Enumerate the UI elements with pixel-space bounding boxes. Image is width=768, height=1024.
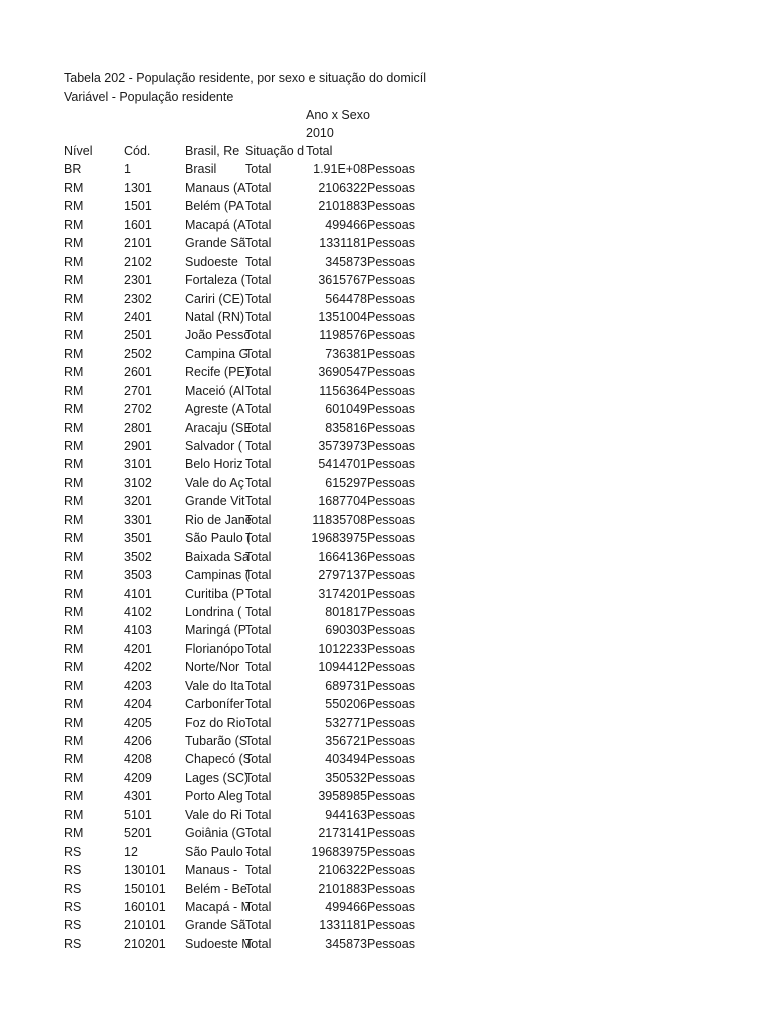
cell-total-value: 2101883 <box>318 199 367 214</box>
cell-total-value: 1198576 <box>319 328 367 343</box>
cell-unit: Pessoas <box>367 641 415 656</box>
cell-total-value: 1351004 <box>318 309 367 324</box>
cell-situacao: Total <box>245 936 272 951</box>
cell-unit: Pessoas <box>367 899 415 914</box>
cell-situacao: Total <box>245 254 272 269</box>
cell-nivel: RM <box>64 494 84 509</box>
cell-nome: Belém - Be <box>185 881 247 896</box>
cell-nome: Sudoeste M <box>185 936 252 951</box>
col-header-cod: Cód. <box>124 144 151 158</box>
cell-total-value: 1.91E+08 <box>313 162 367 177</box>
cell-total-value: 403494 <box>325 752 367 767</box>
cell-unit: Pessoas <box>367 715 415 730</box>
cell-nome: Recife (PE) <box>185 365 249 380</box>
cell-total-value: 345873 <box>325 936 367 951</box>
cell-nivel: RS <box>64 918 82 933</box>
cell-nome: São Paulo ( <box>185 531 251 546</box>
cell-unit: Pessoas <box>367 734 415 748</box>
cell-cod: 4202 <box>124 660 152 675</box>
cell-total-value: 3615767 <box>318 273 367 288</box>
cell-unit: Pessoas <box>367 162 415 177</box>
cell-cod: 2502 <box>124 346 152 361</box>
ano-sexo-header: Ano x Sexo <box>306 108 370 122</box>
cell-nivel: RM <box>64 457 84 472</box>
cell-cod: 210101 <box>124 918 166 933</box>
cell-total-value: 11835708 <box>312 512 367 527</box>
cell-nivel: RM <box>64 826 84 841</box>
cell-situacao: Total <box>245 475 272 490</box>
year-header: 2010 <box>306 126 334 140</box>
cell-situacao: Total <box>245 918 272 933</box>
cell-nivel: RM <box>64 291 84 306</box>
cell-nivel: RS <box>64 844 82 859</box>
cell-nivel: RM <box>64 439 84 453</box>
cell-cod: 2101 <box>124 236 152 251</box>
cell-cod: 2301 <box>124 273 152 288</box>
cell-unit: Pessoas <box>367 457 415 472</box>
cell-nome: Porto Aleg <box>185 789 243 804</box>
cell-nome: São Paulo - <box>185 844 251 859</box>
cell-nivel: RM <box>64 678 84 693</box>
cell-cod: 4103 <box>124 623 152 638</box>
cell-total-value: 1094412 <box>318 660 367 675</box>
cell-nivel: RM <box>64 199 84 214</box>
cell-unit: Pessoas <box>367 752 415 767</box>
cell-unit: Pessoas <box>367 678 415 693</box>
cell-cod: 1 <box>124 162 131 177</box>
cell-nome: Campina G <box>185 346 249 361</box>
cell-nome: Belém (PA <box>185 199 244 214</box>
cell-unit: Pessoas <box>367 420 415 435</box>
table-title: Tabela 202 - População residente, por sexo e situação do domicíl <box>64 71 427 85</box>
cell-situacao: Total <box>245 623 272 638</box>
cell-nivel: RS <box>64 863 82 878</box>
cell-unit: Pessoas <box>367 586 415 601</box>
cell-unit: Pessoas <box>367 291 415 306</box>
cell-total-value: 615297 <box>325 475 367 490</box>
cell-total-value: 356721 <box>325 734 367 748</box>
col-header-nivel: Nível <box>64 144 93 158</box>
cell-situacao: Total <box>245 199 272 214</box>
cell-situacao: Total <box>245 844 272 859</box>
cell-total-value: 2173141 <box>318 826 367 841</box>
cell-cod: 12 <box>124 844 138 859</box>
cell-unit: Pessoas <box>367 604 415 619</box>
cell-situacao: Total <box>245 752 272 767</box>
cell-total-value: 1331181 <box>319 236 367 251</box>
cell-cod: 2501 <box>124 328 152 343</box>
cell-total-value: 1012233 <box>318 641 367 656</box>
cell-cod: 160101 <box>124 899 166 914</box>
cell-total-value: 736381 <box>325 346 367 361</box>
cell-nivel: RM <box>64 420 84 435</box>
cell-total-value: 5414701 <box>318 457 367 472</box>
cell-situacao: Total <box>245 402 272 417</box>
cell-situacao: Total <box>245 586 272 601</box>
cell-total-value: 19683975 <box>311 844 367 859</box>
cell-situacao: Total <box>245 881 272 896</box>
cell-cod: 1301 <box>124 180 152 195</box>
cell-cod: 2401 <box>124 309 152 324</box>
cell-situacao: Total <box>245 734 272 748</box>
cell-cod: 5101 <box>124 807 152 822</box>
cell-situacao: Total <box>245 291 272 306</box>
cell-nome: Vale do Aç <box>185 475 244 490</box>
cell-nivel: RM <box>64 586 84 601</box>
cell-nome: Natal (RN) <box>185 309 245 324</box>
cell-total-value: 689731 <box>325 678 367 693</box>
cell-cod: 2702 <box>124 402 152 417</box>
cell-situacao: Total <box>245 217 272 232</box>
cell-cod: 3502 <box>124 549 152 564</box>
cell-unit: Pessoas <box>367 439 415 453</box>
cell-nome: Vale do Ita <box>185 678 244 693</box>
cell-total-value: 1156364 <box>319 383 367 398</box>
cell-nivel: RM <box>64 402 84 417</box>
cell-cod: 4201 <box>124 641 152 656</box>
cell-cod: 3201 <box>124 494 152 509</box>
cell-nome: Carbonífer <box>185 697 245 712</box>
variable-label: Variável - População residente <box>64 90 234 104</box>
cell-unit: Pessoas <box>367 346 415 361</box>
cell-unit: Pessoas <box>367 309 415 324</box>
cell-nome: Vale do Ri <box>185 807 242 822</box>
cell-nome: Florianópo <box>185 641 245 656</box>
cell-total-value: 3690547 <box>318 365 367 380</box>
cell-cod: 2701 <box>124 383 152 398</box>
cell-nivel: RM <box>64 568 84 583</box>
cell-nome: Curitiba (P <box>185 586 245 601</box>
cell-unit: Pessoas <box>367 475 415 490</box>
cell-nivel: RM <box>64 236 84 251</box>
cell-nivel: RM <box>64 328 84 343</box>
cell-situacao: Total <box>245 604 272 619</box>
cell-nome: Tubarão (S <box>185 734 248 748</box>
cell-cod: 4209 <box>124 770 152 785</box>
cell-cod: 4206 <box>124 734 152 748</box>
cell-situacao: Total <box>245 770 272 785</box>
cell-situacao: Total <box>245 346 272 361</box>
cell-nome: Foz do Rio <box>185 715 246 730</box>
cell-nivel: RM <box>64 660 84 675</box>
cell-total-value: 499466 <box>325 217 367 232</box>
cell-total-value: 1687704 <box>318 494 367 509</box>
cell-nivel: RM <box>64 346 84 361</box>
cell-unit: Pessoas <box>367 826 415 841</box>
cell-nome: Aracaju (SE <box>185 420 252 435</box>
cell-nivel: RM <box>64 641 84 656</box>
cell-nivel: RM <box>64 217 84 232</box>
cell-cod: 1501 <box>124 199 152 214</box>
cell-unit: Pessoas <box>367 807 415 822</box>
cell-total-value: 2797137 <box>318 568 367 583</box>
cell-unit: Pessoas <box>367 328 415 343</box>
cell-cod: 4204 <box>124 697 152 712</box>
cell-nome: Cariri (CE) <box>185 291 245 306</box>
cell-situacao: Total <box>245 328 272 343</box>
cell-nivel: RM <box>64 383 84 398</box>
cell-cod: 130101 <box>124 863 166 878</box>
cell-unit: Pessoas <box>367 844 415 859</box>
cell-unit: Pessoas <box>367 936 415 951</box>
cell-nome: João Pesso <box>185 328 251 343</box>
cell-total-value: 2106322 <box>318 180 367 195</box>
cell-cod: 4301 <box>124 789 152 804</box>
cell-total-value: 801817 <box>325 604 367 619</box>
cell-nome: Manaus - <box>185 863 238 878</box>
cell-nivel: RM <box>64 475 84 490</box>
cell-cod: 3503 <box>124 568 152 583</box>
cell-cod: 4205 <box>124 715 152 730</box>
cell-situacao: Total <box>245 789 272 804</box>
cell-nivel: RS <box>64 881 82 896</box>
cell-nivel: RM <box>64 715 84 730</box>
cell-total-value: 690303 <box>325 623 367 638</box>
cell-total-value: 601049 <box>325 402 367 417</box>
cell-situacao: Total <box>245 531 272 546</box>
cell-unit: Pessoas <box>367 402 415 417</box>
cell-unit: Pessoas <box>367 770 415 785</box>
cell-nivel: RM <box>64 697 84 712</box>
cell-nivel: RM <box>64 789 84 804</box>
cell-total-value: 532771 <box>325 715 367 730</box>
cell-nivel: RM <box>64 734 84 748</box>
cell-situacao: Total <box>245 512 272 527</box>
cell-unit: Pessoas <box>367 918 415 933</box>
cell-cod: 3102 <box>124 475 152 490</box>
cell-unit: Pessoas <box>367 863 415 878</box>
cell-total-value: 19683975 <box>311 531 367 546</box>
cell-total-value: 3958985 <box>318 789 367 804</box>
cell-total-value: 345873 <box>325 254 367 269</box>
cell-cod: 4102 <box>124 604 152 619</box>
cell-cod: 2102 <box>124 254 152 269</box>
cell-nivel: RM <box>64 180 84 195</box>
cell-situacao: Total <box>245 273 272 288</box>
cell-total-value: 3573973 <box>318 439 367 453</box>
cell-nome: Macapá (A <box>185 217 246 232</box>
cell-cod: 1601 <box>124 217 152 232</box>
cell-total-value: 2106322 <box>318 863 367 878</box>
cell-total-value: 499466 <box>325 899 367 914</box>
cell-nome: Londrina ( <box>185 604 242 619</box>
cell-situacao: Total <box>245 568 272 583</box>
cell-unit: Pessoas <box>367 180 415 195</box>
cell-unit: Pessoas <box>367 789 415 804</box>
cell-nome: Grande Vit <box>185 494 245 509</box>
cell-unit: Pessoas <box>367 236 415 251</box>
col-header-brasil: Brasil, Re <box>185 144 240 158</box>
cell-situacao: Total <box>245 457 272 472</box>
cell-situacao: Total <box>245 365 272 380</box>
cell-total-value: 2101883 <box>318 881 367 896</box>
cell-nome: Agreste (A <box>185 402 245 417</box>
cell-cod: 5201 <box>124 826 152 841</box>
cell-unit: Pessoas <box>367 568 415 583</box>
cell-unit: Pessoas <box>367 494 415 509</box>
cell-nome: Grande Sã <box>185 236 246 251</box>
cell-situacao: Total <box>245 236 272 251</box>
cell-cod: 3501 <box>124 531 152 546</box>
cell-situacao: Total <box>245 439 272 453</box>
cell-situacao: Total <box>245 549 272 564</box>
col-header-total: Total <box>306 144 333 158</box>
cell-nome: Rio de Jane <box>185 512 252 527</box>
cell-unit: Pessoas <box>367 365 415 380</box>
cell-cod: 2601 <box>124 365 152 380</box>
cell-situacao: Total <box>245 899 272 914</box>
cell-unit: Pessoas <box>367 254 415 269</box>
cell-nivel: RM <box>64 549 84 564</box>
cell-total-value: 3174201 <box>318 586 367 601</box>
cell-nome: Campinas ( <box>185 568 249 583</box>
cell-cod: 3301 <box>124 512 152 527</box>
cell-nivel: BR <box>64 162 82 177</box>
cell-cod: 4203 <box>124 678 152 693</box>
cell-nivel: RM <box>64 770 84 785</box>
cell-total-value: 1331181 <box>319 918 367 933</box>
cell-cod: 2801 <box>124 420 152 435</box>
cell-unit: Pessoas <box>367 217 415 232</box>
cell-nivel: RS <box>64 899 82 914</box>
cell-cod: 2901 <box>124 439 152 453</box>
cell-nome: Chapecó (S <box>185 752 252 767</box>
cell-nome: Brasil <box>185 162 217 177</box>
cell-cod: 210201 <box>124 936 166 951</box>
cell-unit: Pessoas <box>367 512 415 527</box>
cell-unit: Pessoas <box>367 531 415 546</box>
cell-cod: 3101 <box>124 457 152 472</box>
cell-unit: Pessoas <box>367 383 415 398</box>
cell-nome: Macapá - M <box>185 899 251 914</box>
cell-situacao: Total <box>245 494 272 509</box>
cell-situacao: Total <box>245 807 272 822</box>
cell-nivel: RM <box>64 752 84 767</box>
col-header-situacao: Situação d <box>245 144 305 158</box>
cell-unit: Pessoas <box>367 881 415 896</box>
cell-unit: Pessoas <box>367 549 415 564</box>
cell-nome: Grande Sã <box>185 918 246 933</box>
cell-cod: 2302 <box>124 291 152 306</box>
cell-nivel: RM <box>64 254 84 269</box>
cell-nome: Manaus (A <box>185 180 246 195</box>
cell-nome: Fortaleza ( <box>185 273 245 288</box>
cell-unit: Pessoas <box>367 199 415 214</box>
cell-situacao: Total <box>245 863 272 878</box>
cell-nivel: RM <box>64 309 84 324</box>
cell-situacao: Total <box>245 309 272 324</box>
cell-nome: Salvador ( <box>185 439 242 453</box>
cell-nivel: RM <box>64 531 84 546</box>
cell-total-value: 944163 <box>325 807 367 822</box>
cell-nome: Maringá (P <box>185 623 247 638</box>
cell-total-value: 350532 <box>325 770 367 785</box>
cell-situacao: Total <box>245 641 272 656</box>
cell-unit: Pessoas <box>367 697 415 712</box>
cell-nivel: RM <box>64 273 84 288</box>
cell-nome: Sudoeste <box>185 254 238 269</box>
cell-nome: Belo Horiz <box>185 457 243 472</box>
cell-total-value: 550206 <box>325 697 367 712</box>
cell-situacao: Total <box>245 383 272 398</box>
table-title-cell <box>64 69 426 87</box>
cell-total-value: 564478 <box>325 291 367 306</box>
cell-cod: 4208 <box>124 752 152 767</box>
cell-nivel: RM <box>64 807 84 822</box>
cell-nome: Lages (SC) <box>185 770 249 785</box>
cell-nome: Baixada Sa <box>185 549 249 564</box>
cell-nivel: RM <box>64 604 84 619</box>
cell-situacao: Total <box>245 162 272 177</box>
cell-unit: Pessoas <box>367 273 415 288</box>
cell-situacao: Total <box>245 660 272 675</box>
cell-unit: Pessoas <box>367 623 415 638</box>
cell-situacao: Total <box>245 420 272 435</box>
cell-nivel: RM <box>64 512 84 527</box>
cell-nivel: RM <box>64 365 84 380</box>
cell-situacao: Total <box>245 826 272 841</box>
cell-cod: 4101 <box>124 586 152 601</box>
cell-nome: Norte/Nor <box>185 660 240 675</box>
cell-nivel: RM <box>64 623 84 638</box>
cell-nivel: RS <box>64 936 82 951</box>
cell-situacao: Total <box>245 697 272 712</box>
cell-total-value: 835816 <box>325 420 367 435</box>
cell-situacao: Total <box>245 678 272 693</box>
cell-nome: Maceió (Al <box>185 383 245 398</box>
cell-unit: Pessoas <box>367 660 415 675</box>
cell-total-value: 1664136 <box>318 549 367 564</box>
cell-situacao: Total <box>245 180 272 195</box>
cell-situacao: Total <box>245 715 272 730</box>
cell-nome: Goiânia (G <box>185 826 246 841</box>
cell-cod: 150101 <box>124 881 166 896</box>
